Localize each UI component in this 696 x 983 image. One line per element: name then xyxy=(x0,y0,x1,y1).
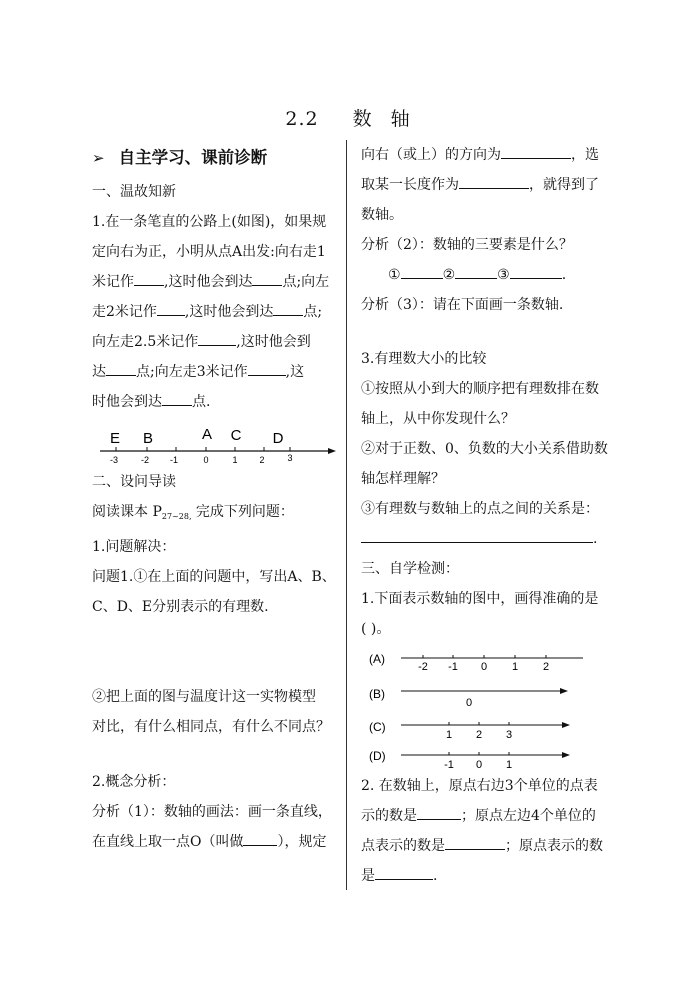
arrowhead-icon xyxy=(562,722,570,728)
test-2-line-2: 示的数是 ；原点左边4个单位的 xyxy=(361,801,607,831)
option-A xyxy=(369,652,583,673)
section-review: 一、温故知新 xyxy=(92,184,176,200)
concept-analysis-heading: 2.概念分析： xyxy=(92,774,176,790)
blank-answer[interactable] xyxy=(501,142,571,159)
svg-text:1: 1 xyxy=(445,729,453,741)
blank-answer[interactable] xyxy=(248,359,286,376)
question-2-line-2: 对比，有什么相同点，有什么不同点？ xyxy=(92,719,330,735)
question-2-line-1: ②把上面的图与温度计这一实物模型 xyxy=(92,689,316,705)
blank-answer[interactable] xyxy=(375,863,433,880)
point-label-B: B xyxy=(142,430,154,447)
test-2-line-3: 点表示的数是 ；原点表示的数 xyxy=(361,831,607,861)
right-column xyxy=(361,140,607,891)
analysis-3: 分析（3）：请在下面画一条数轴. xyxy=(361,297,564,313)
svg-text:(B): (B) xyxy=(369,687,385,701)
page-title xyxy=(0,104,696,131)
test-2-line-1: 2. 在数轴上，原点右边3个单位的点表 xyxy=(361,778,598,794)
point-label-C: C xyxy=(230,427,242,444)
blank-answer[interactable] xyxy=(361,526,593,543)
test-1-line-2: ( )。 xyxy=(361,621,391,637)
blank-answer[interactable] xyxy=(252,269,282,286)
svg-text:(A): (A) xyxy=(369,652,385,666)
analysis-1-line-1: 分析（1）：数轴的画法：画一条直线， xyxy=(92,804,332,820)
analysis-2: 分析（2）：数轴的三要素是什么？ xyxy=(361,237,573,253)
svg-text:0: 0 xyxy=(465,697,473,709)
blank-answer[interactable] xyxy=(459,172,529,189)
question-solve-heading: 1.问题解决： xyxy=(92,539,176,555)
answer-space xyxy=(92,742,338,767)
svg-text:-2: -2 xyxy=(418,661,428,673)
svg-text:2: 2 xyxy=(475,729,483,741)
comparison-3-blank: . xyxy=(361,524,607,554)
svg-text:0: 0 xyxy=(480,661,488,673)
arrow-bullet-icon: ➢ xyxy=(92,149,105,167)
number-line-figure xyxy=(92,419,338,467)
blank-answer[interactable] xyxy=(273,299,303,316)
arrowhead-icon xyxy=(562,752,570,758)
test-1-line-1: 1.下面表示数轴的图中，画得准确的是 xyxy=(361,591,599,607)
blank-answer[interactable] xyxy=(243,829,277,846)
comparison-heading: 3.有理数大小的比较 xyxy=(361,351,487,367)
blank-answer[interactable] xyxy=(198,329,236,346)
blank-answer[interactable] xyxy=(401,262,443,279)
definition-line-3: 数轴。 xyxy=(361,207,403,223)
analysis-1-line-2: 在直线上取一点O（叫做 ），规定 xyxy=(92,827,338,857)
tick-label: -1 xyxy=(169,455,179,465)
question-1-line-1: 问题1.①在上面的问题中，写出A、B、 xyxy=(92,569,336,585)
three-elements-blanks: ① ② ③ . xyxy=(361,260,607,290)
comparison-3: ③有理数与数轴上的点之间的关系是： xyxy=(361,501,599,517)
svg-text:-1: -1 xyxy=(448,661,458,673)
answer-space xyxy=(92,622,338,682)
svg-text:1: 1 xyxy=(505,759,513,771)
blank-answer[interactable] xyxy=(455,262,497,279)
svg-text:(D): (D) xyxy=(369,749,386,763)
definition-line-2: 取某一长度作为 ，就得到了 xyxy=(361,170,607,200)
option-D xyxy=(369,749,570,771)
tick-label: 1 xyxy=(232,455,238,465)
reading-instruction: 阅读课本 $P_{27\sim 28,}$ 完成下列问题： xyxy=(92,504,294,521)
svg-text:3: 3 xyxy=(505,729,513,741)
section-self-check: 三、自学检测： xyxy=(361,561,459,577)
svg-text:0: 0 xyxy=(475,759,483,771)
title-number: 2.2 xyxy=(285,108,319,130)
option-C xyxy=(369,720,570,741)
question-1-line-2: C、D、E分别表示的有理数. xyxy=(92,599,269,615)
tick-label: -3 xyxy=(109,455,119,465)
blank-answer[interactable] xyxy=(157,299,185,316)
section-guided-reading: 二、设问导读 xyxy=(92,474,176,490)
tick-label: 2 xyxy=(259,455,265,465)
arrowhead-icon xyxy=(328,448,336,454)
comparison-2-line-1: ②对于正数、0、负数的大小关系借助数 xyxy=(361,441,608,457)
drawing-space xyxy=(361,320,607,344)
svg-text:(C): (C) xyxy=(369,720,386,734)
options-figure xyxy=(361,646,607,771)
blank-answer[interactable] xyxy=(510,262,562,279)
svg-text:1: 1 xyxy=(511,661,519,673)
blank-answer[interactable] xyxy=(417,803,461,820)
problem-1-line-7: 时他会到达 点. xyxy=(92,387,338,417)
comparison-2-line-2: 轴怎样理解？ xyxy=(361,471,445,487)
problem-1-line-4: 走2米记作 ,这时他会到达 点; xyxy=(92,297,338,327)
arrowhead-icon xyxy=(560,688,568,694)
title-word-1: 数 xyxy=(352,108,373,130)
comparison-1-line-1: ①按照从小到大的顺序把有理数排在数 xyxy=(361,381,599,397)
section-heading: ➢ 自主学习、课前诊断 xyxy=(92,143,338,173)
tick-label: 3 xyxy=(287,453,293,463)
comparison-1-line-2: 轴上，从中你发现什么？ xyxy=(361,411,515,427)
test-2-line-4: 是 . xyxy=(361,861,607,891)
point-label-E: E xyxy=(109,430,121,447)
blank-answer[interactable] xyxy=(445,833,505,850)
left-column xyxy=(92,140,338,857)
svg-text:2: 2 xyxy=(542,661,550,673)
blank-answer[interactable] xyxy=(106,359,136,376)
definition-line-1: 向右（或上）的方向为 ，选 xyxy=(361,140,607,170)
point-label-D: D xyxy=(272,430,284,447)
problem-1-line-5: 向左走2.5米记作 ,这时他会到 xyxy=(92,327,338,357)
blank-answer[interactable] xyxy=(134,269,164,286)
problem-1-line-1: 1.在一条笔直的公路上(如图)，如果规 xyxy=(92,214,327,230)
title-word-2: 轴 xyxy=(390,108,411,130)
problem-1-line-6: 达 点;向左走3米记作 ,这 xyxy=(92,357,338,387)
blank-answer[interactable] xyxy=(162,389,192,406)
option-B xyxy=(369,687,568,709)
column-divider xyxy=(346,140,347,890)
tick-label: -2 xyxy=(140,455,150,465)
problem-1-line-2: 定向右为正，小明从点A出发:向右走1 xyxy=(92,244,326,260)
point-label-A: A xyxy=(201,426,213,443)
svg-text:-1: -1 xyxy=(444,759,454,771)
tick-label: 0 xyxy=(203,455,209,465)
problem-1-line-3: 米记作 ,这时他会到达 点;向左 xyxy=(92,267,338,297)
